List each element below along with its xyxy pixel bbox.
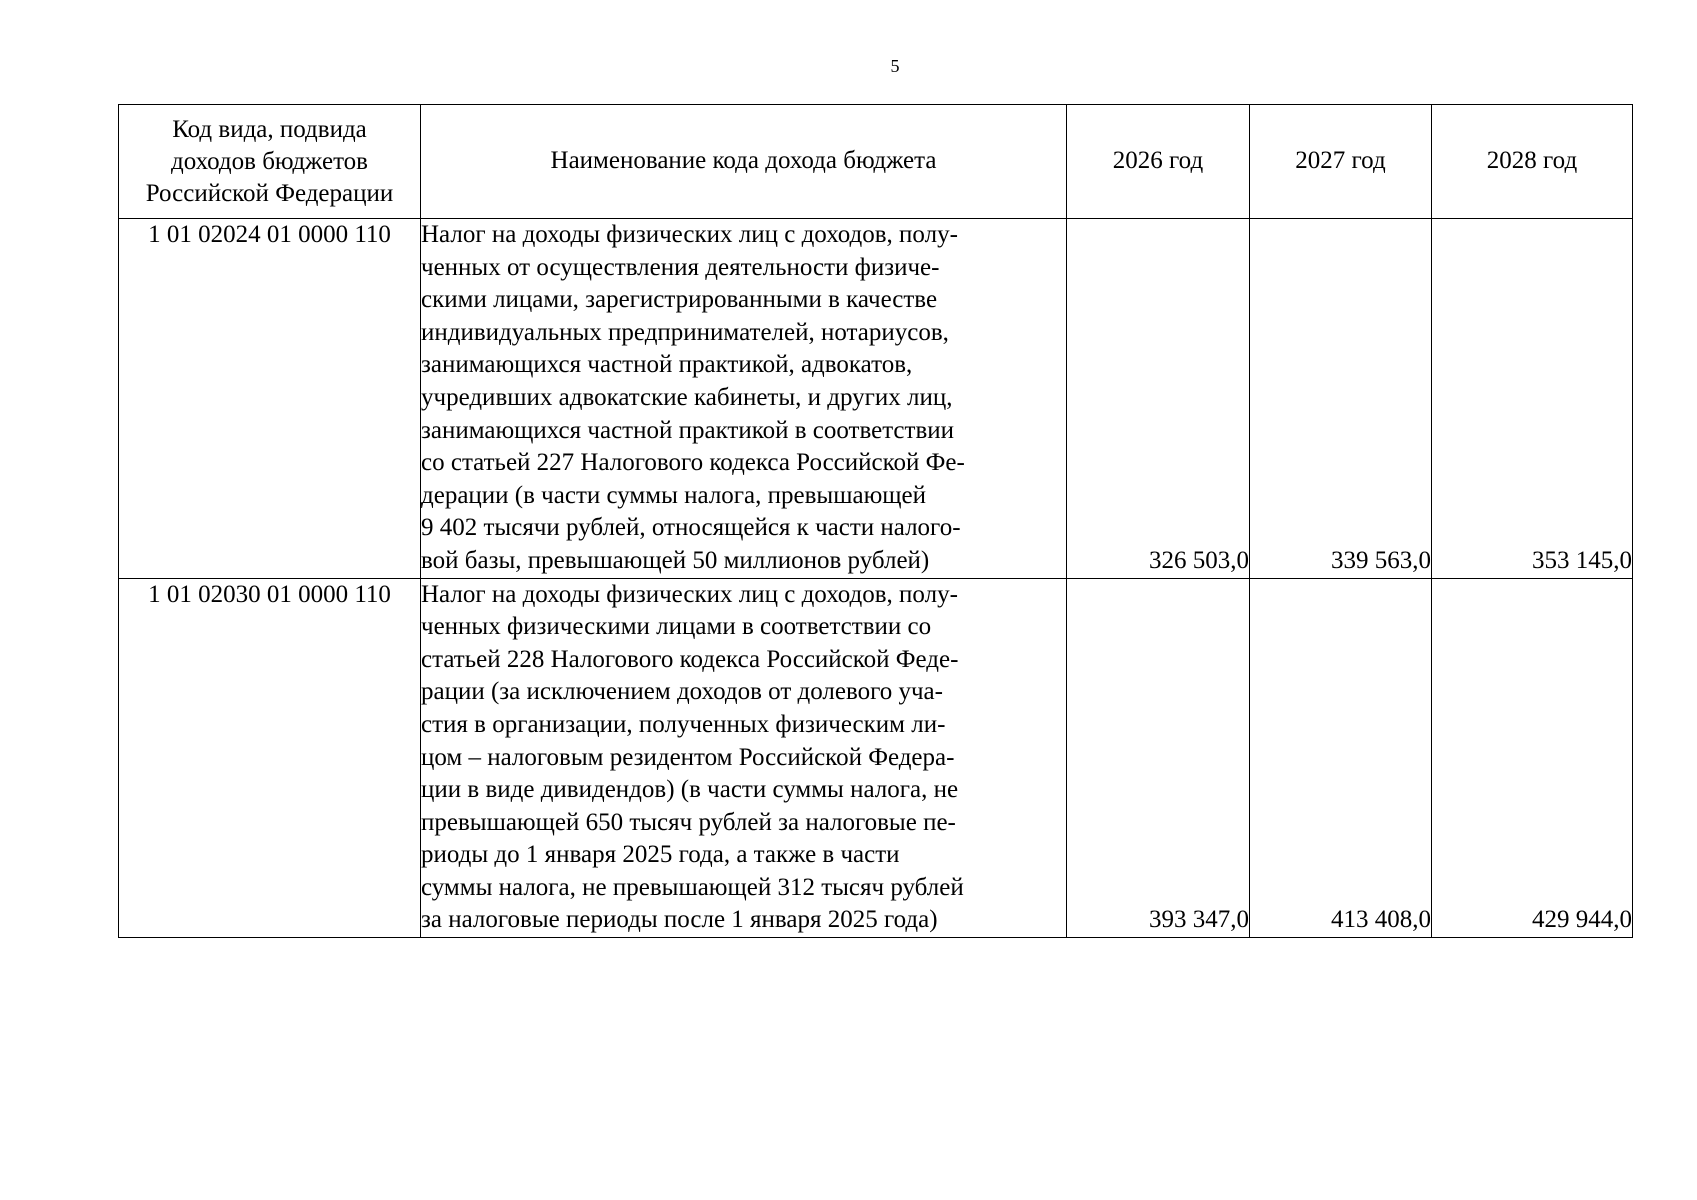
table-row — [119, 578, 1633, 938]
revenue-name-line: превышающей 650 тысяч рублей за налоговые пе- — [421, 808, 956, 836]
revenue-name — [421, 578, 1067, 938]
revenue-name-line: стия в организации, полученных физическим ли- — [421, 710, 946, 738]
header-year-2026: 2026 год — [1067, 105, 1250, 219]
amount-2026: 393 347,0 — [1067, 578, 1250, 938]
header-code — [119, 105, 421, 219]
table-row — [119, 219, 1633, 579]
revenue-code: 1 01 02030 01 0000 110 — [119, 578, 421, 938]
revenue-name-line: рации (за исключением доходов от долевого уча- — [421, 678, 943, 706]
revenue-code: 1 01 02024 01 0000 110 — [119, 219, 421, 579]
revenue-name-line: статьей 228 Налогового кодекса Российской Феде- — [421, 645, 959, 673]
amount-2028: 429 944,0 — [1432, 578, 1633, 938]
revenue-name-line: скими лицами, зарегистрированными в качестве — [421, 286, 938, 314]
revenue-name-line: ченных физическими лицами в соответствии со — [421, 613, 932, 641]
budget-revenue-table — [118, 104, 1633, 938]
revenue-name-line: дерации (в части суммы налога, превышающей — [421, 481, 926, 509]
header-code-line: Код вида, подвида — [172, 115, 367, 143]
revenue-name-line: суммы налога, не превышающей 312 тысяч рублей — [421, 873, 964, 901]
revenue-name-line: 9 402 тысячи рублей, относящейся к части налого- — [421, 514, 961, 542]
amount-2027: 339 563,0 — [1250, 219, 1432, 579]
header-code-line: доходов бюджетов — [171, 147, 368, 175]
page-number: 5 — [890, 56, 900, 76]
revenue-name-line: Налог на доходы физических лиц с доходов, полу- — [421, 580, 958, 608]
revenue-name-line: занимающихся частной практикой, адвокатов, — [421, 351, 913, 379]
amount-2027: 413 408,0 — [1250, 578, 1432, 938]
revenue-name-line: занимающихся частной практикой в соответствии — [421, 416, 955, 444]
revenue-name-line: учредивших адвокатские кабинеты, и других лиц, — [421, 383, 953, 411]
amount-2026: 326 503,0 — [1067, 219, 1250, 579]
table-header-row — [119, 105, 1633, 219]
revenue-name-line: за налоговые периоды после 1 января 2025 года) — [421, 906, 938, 934]
revenue-name-line: Налог на доходы физических лиц с доходов, полу- — [421, 221, 958, 248]
revenue-name-line: вой базы, превышающей 50 миллионов рублей) — [421, 546, 930, 574]
revenue-name-line: ченных от осуществления деятельности физиче- — [421, 253, 940, 281]
amount-2028: 353 145,0 — [1432, 219, 1633, 579]
header-code-line: Российской Федерации — [145, 179, 394, 207]
revenue-name-line: ции в виде дивидендов) (в части суммы налога, не — [421, 776, 959, 804]
revenue-name — [421, 219, 1067, 579]
header-year-2027: 2027 год — [1250, 105, 1432, 219]
revenue-name-line: цом – налоговым резидентом Российской Федера- — [421, 743, 955, 771]
revenue-name-line: со статьей 227 Налогового кодекса Российской Фе- — [421, 449, 965, 477]
revenue-name-line: индивидуальных предпринимателей, нотариусов, — [421, 318, 949, 346]
revenue-name-line: риоды до 1 января 2025 года, а также в части — [421, 841, 900, 869]
header-year-2028: 2028 год — [1432, 105, 1633, 219]
header-name: Наименование кода дохода бюджета — [421, 105, 1067, 219]
